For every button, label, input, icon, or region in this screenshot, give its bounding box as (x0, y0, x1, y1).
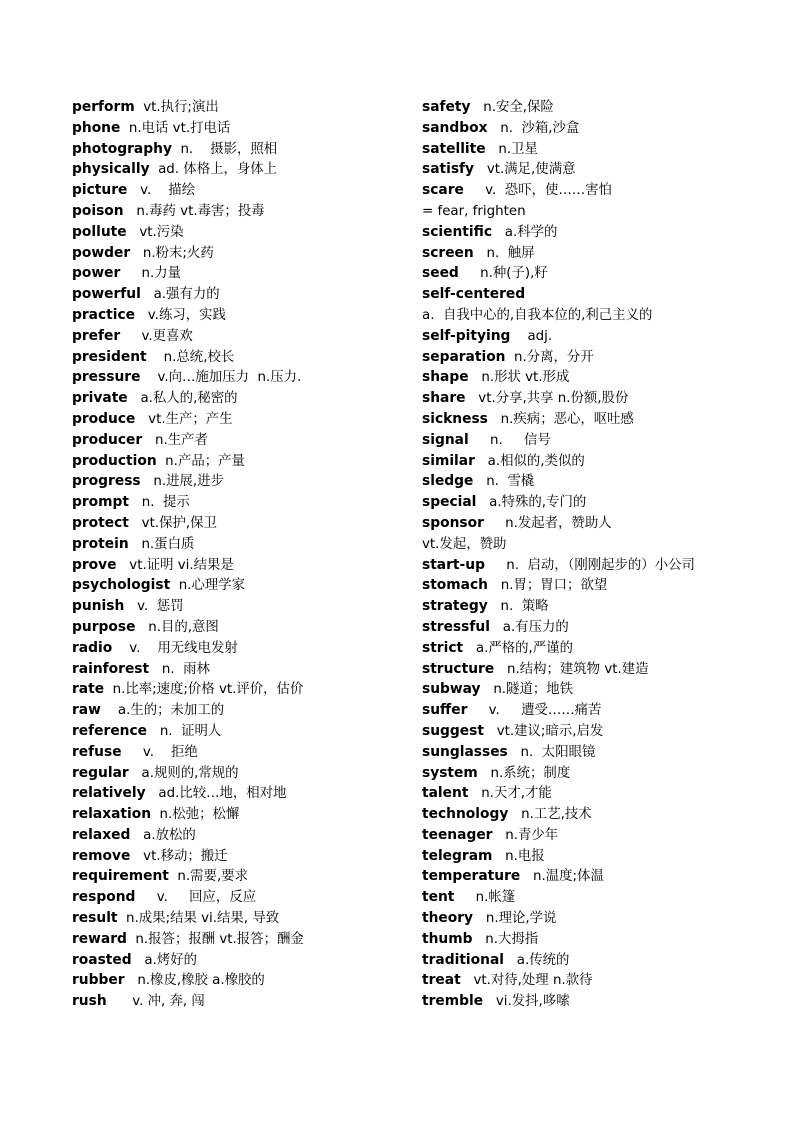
vocab-word: teenager (422, 826, 493, 843)
vocab-definition: n.松弛；松懈 (151, 807, 240, 823)
vocab-word: technology (422, 806, 509, 823)
vocab-word: signal (422, 431, 469, 448)
vocab-word: pollute (72, 223, 127, 240)
vocab-definition: n.力量 (120, 266, 182, 282)
vocab-word: rate (72, 681, 105, 698)
vocab-definition: v. 恐吓，使……害怕 (463, 183, 612, 199)
vocab-word: roasted (72, 951, 132, 968)
vocab-entry (422, 430, 762, 451)
vocab-definition: n.需要,要求 (168, 869, 248, 885)
vocab-entry (72, 721, 417, 742)
vocab-entry (72, 887, 417, 908)
vocab-entry (72, 471, 417, 492)
vocab-word: tent (422, 889, 455, 906)
vocab-definition: n.温度;体温 (520, 869, 604, 885)
vocab-entry (72, 534, 417, 555)
vocab-definition: n. 沙箱,沙盒 (487, 120, 580, 136)
vocab-definition: n.产品；产量 (156, 453, 245, 469)
vocab-entry (72, 991, 417, 1012)
right-column (422, 97, 762, 1012)
vocab-definition: vi.发抖,哆嗦 (483, 994, 570, 1010)
vocab-definition: n.总统,校长 (146, 349, 235, 365)
vocab-entry (72, 222, 417, 243)
vocab-word: relaxation (72, 806, 152, 823)
vocab-definition: vt.分享,共享 n.份额,股份 (465, 391, 629, 407)
vocab-word: system (422, 764, 478, 781)
vocab-word: production (72, 452, 157, 469)
vocab-entry (422, 721, 762, 742)
vocab-entry (422, 284, 762, 305)
vocab-entry (72, 492, 417, 513)
vocab-word: remove (72, 847, 131, 864)
vocab-entry (72, 367, 417, 388)
vocab-entry (72, 804, 417, 825)
vocab-entry (72, 263, 417, 284)
vocab-definition: n.蛋白质 (128, 536, 195, 552)
vocab-definition: a.科学的 (492, 224, 558, 240)
vocab-definition: a.严格的,严谨的 (463, 640, 573, 656)
vocab-word: theory (422, 910, 474, 927)
vocab-entry (72, 908, 417, 929)
vocab-entry (72, 201, 417, 222)
vocab-definition: n.结构；建筑物 vt.建造 (494, 661, 649, 677)
vocab-entry (422, 887, 762, 908)
vocab-entry (422, 596, 762, 617)
vocab-definition: a.生的；未加工的 (100, 703, 225, 719)
vocab-definition: n.卫星 (485, 141, 538, 157)
vocab-definition: a.私人的,秘密的 (127, 391, 238, 407)
vocab-definition: n. 太阳眼镜 (507, 744, 596, 760)
vocab-definition: n.隧道；地铁 (480, 682, 574, 698)
vocab-definition: n.理论,学说 (473, 911, 557, 927)
vocab-entry (72, 430, 417, 451)
vocab-definition: n.比率;速度;价格 vt.评价，估价 (104, 682, 304, 698)
vocab-definition: a.特殊的,专门的 (476, 495, 587, 511)
vocab-definition: n.发起者，赞助人 (483, 515, 612, 531)
vocab-word: purpose (72, 618, 136, 635)
vocab-word: relaxed (72, 826, 131, 843)
vocab-word: safety (422, 99, 471, 115)
vocab-word: president (72, 348, 147, 365)
vocab-word: stomach (422, 577, 488, 594)
vocab-entry (422, 534, 762, 555)
vocab-word: shape (422, 369, 469, 386)
vocab-entry (422, 617, 762, 638)
vocab-entry (422, 763, 762, 784)
vocab-word: thumb (422, 930, 473, 947)
vocab-entry (422, 180, 762, 201)
vocab-word: talent (422, 785, 469, 802)
vocab-word: respond (72, 889, 136, 906)
vocab-word: prompt (72, 494, 130, 511)
vocab-word: result (72, 910, 118, 927)
vocab-definition: vt.生产；产生 (135, 411, 233, 427)
vocab-word: strategy (422, 598, 488, 615)
vocab-word: relatively (72, 785, 146, 802)
vocab-entry (72, 742, 417, 763)
vocab-entry (72, 970, 417, 991)
vocab-word: sledge (422, 473, 474, 490)
vocab-word: produce (72, 410, 136, 427)
vocab-definition: n. 信号 (468, 432, 551, 448)
vocab-entry (72, 97, 417, 118)
vocab-entry (422, 846, 762, 867)
vocab-entry (422, 804, 762, 825)
vocab-definition: n.帐篷 (454, 890, 516, 906)
vocab-word: tremble (422, 993, 484, 1010)
vocab-word: reward (72, 930, 127, 947)
vocab-word: powerful (72, 286, 141, 303)
vocab-word: progress (72, 473, 141, 490)
vocab-definition: v. 回应，反应 (135, 890, 257, 906)
vocab-entry (422, 451, 762, 472)
vocab-entry (422, 367, 762, 388)
vocab-definition: n.系统；制度 (477, 765, 571, 781)
vocab-definition: v. 遭受……痛苦 (467, 703, 602, 719)
vocab-definition: n.电报 (492, 848, 545, 864)
vocab-entry (72, 575, 417, 596)
vocab-definition: n.进展,进步 (140, 474, 224, 490)
vocab-definition: n.报答；报酬 vt.报答；酬金 (126, 931, 304, 947)
vocab-entry (72, 638, 417, 659)
vocab-definition: n.种(子),籽 (458, 266, 548, 282)
vocab-entry (422, 97, 762, 118)
vocab-word: physically (72, 161, 150, 178)
vocab-entry (422, 991, 762, 1012)
vocab-word: seed (422, 265, 459, 282)
vocab-entry (72, 846, 417, 867)
vocab-entry (422, 347, 762, 368)
vocab-entry (72, 180, 417, 201)
vocab-entry (72, 284, 417, 305)
vocab-word: share (422, 390, 466, 407)
vocab-definition: n.电话 vt.打电话 (120, 120, 231, 136)
vocab-entry (72, 451, 417, 472)
vocab-entry (422, 492, 762, 513)
vocab-word: powder (72, 244, 131, 261)
vocab-definition: n. 启动，（刚刚起步的）小公司 (484, 557, 695, 573)
vocab-word: subway (422, 681, 481, 698)
vocab-entry (422, 700, 762, 721)
vocab-entry (422, 575, 762, 596)
vocab-word: satellite (422, 140, 486, 157)
vocab-entry (422, 970, 762, 991)
vocab-entry (422, 222, 762, 243)
vocab-entry (422, 929, 762, 950)
vocab-entry (422, 471, 762, 492)
vocab-word: prove (72, 556, 117, 573)
vocab-entry (422, 305, 762, 326)
vocab-word: prefer (72, 327, 121, 344)
vocab-entry (72, 763, 417, 784)
vocab-definition: a.规则的,常规的 (128, 765, 239, 781)
vocab-entry (422, 555, 762, 576)
vocab-definition: vt.移动；搬迁 (130, 848, 228, 864)
vocab-entry (72, 700, 417, 721)
vocab-word: photography (72, 140, 172, 157)
vocab-word: rainforest (72, 660, 150, 677)
vocab-word: scientific (422, 223, 493, 240)
vocab-definition: ad. 体格上，身体上 (149, 162, 278, 178)
vocab-definition: a.强有力的 (140, 287, 220, 303)
vocab-word: rush (72, 993, 107, 1010)
vocab-word: producer (72, 431, 143, 448)
vocab-definition: v. 拒绝 (121, 744, 198, 760)
vocab-definition: v.练习，实践 (135, 307, 226, 323)
vocab-word: regular (72, 764, 129, 781)
vocab-word: sponsor (422, 514, 484, 531)
vocab-entry (72, 866, 417, 887)
vocab-word: structure (422, 660, 495, 677)
vocab-entry (72, 326, 417, 347)
vocab-entry (422, 243, 762, 264)
vocab-word: self-pitying (422, 327, 511, 344)
vocab-entry (422, 263, 762, 284)
vocab-entry (422, 950, 762, 971)
vocab-entry (72, 118, 417, 139)
vocab-entry (72, 243, 417, 264)
vocab-entry (422, 742, 762, 763)
vocab-definition: ad.比较…地，相对地 (145, 786, 287, 802)
vocab-definition: a. 自我中心的,自我本位的,利己主义的 (422, 307, 653, 323)
vocab-definition: a.烤好的 (131, 952, 198, 968)
vocab-entry (72, 596, 417, 617)
vocab-word: separation (422, 348, 506, 365)
vocab-entry (72, 139, 417, 160)
vocab-definition: v.更喜欢 (120, 328, 193, 344)
vocab-definition: n.毒药 vt.毒害；投毒 (123, 203, 265, 219)
vocab-word: protect (72, 514, 129, 531)
vocab-entry (422, 513, 762, 534)
vocab-definition: a.放松的 (130, 827, 196, 843)
vocab-word: screen (422, 244, 474, 261)
vocab-definition: = fear, frighten (422, 203, 526, 219)
vocab-definition: vt.发起，赞助 (422, 536, 507, 552)
vocab-entry (422, 201, 762, 222)
vocab-definition: adj. (510, 328, 553, 344)
vocab-definition: n.目的,意图 (135, 619, 219, 635)
vocab-entry (422, 638, 762, 659)
vocab-definition: n.分离，分开 (505, 349, 594, 365)
vocab-word: stressful (422, 618, 490, 635)
vocab-word: strict (422, 639, 464, 656)
vocab-definition: n.大拇指 (472, 931, 539, 947)
vocab-entry (422, 866, 762, 887)
vocab-word: temperature (422, 868, 521, 885)
vocab-entry (72, 555, 417, 576)
vocab-word: sunglasses (422, 743, 508, 760)
vocab-definition: n.安全,保险 (470, 100, 554, 115)
vocab-word: traditional (422, 951, 504, 968)
vocab-definition: n. 策略 (487, 599, 549, 615)
vocab-definition: n.胃；胃口；欲望 (487, 578, 608, 594)
vocab-word: sandbox (422, 119, 488, 136)
vocab-word: perform (72, 99, 135, 115)
vocab-entry (422, 908, 762, 929)
vocab-definition: n. 摄影，照相 (171, 141, 278, 157)
vocab-definition: a.有压力的 (489, 619, 569, 635)
vocab-entry (72, 305, 417, 326)
vocab-word: self-centered (422, 286, 526, 303)
vocab-word: telegram (422, 847, 493, 864)
vocab-entry (422, 679, 762, 700)
vocab-word: similar (422, 452, 475, 469)
vocab-definition: vt.建议;暗示,启发 (483, 723, 604, 739)
vocab-entry (72, 929, 417, 950)
vocab-definition: n. 提示 (129, 495, 190, 511)
vocab-entry (72, 659, 417, 680)
vocab-definition: n. 触屏 (473, 245, 535, 261)
vocab-definition: vt.对待,处理 n.款待 (460, 973, 593, 989)
vocab-word: picture (72, 182, 128, 199)
vocab-entry (72, 409, 417, 430)
vocab-definition: n. 证明人 (147, 723, 222, 739)
vocab-definition: n. 雨林 (149, 661, 210, 677)
vocab-word: treat (422, 972, 461, 989)
vocab-word: scare (422, 182, 464, 199)
vocab-definition: n.粉末;火药 (130, 245, 214, 261)
vocab-word: poison (72, 202, 124, 219)
vocab-definition: n.青少年 (492, 827, 559, 843)
vocab-word: private (72, 390, 128, 407)
vocab-definition: n.成果;结果 vi.结果, 导致 (117, 911, 280, 927)
vocab-entry (72, 950, 417, 971)
vocab-definition: n. 雪橇 (473, 474, 535, 490)
vocab-definition: vt.满足,使满意 (474, 162, 576, 178)
vocab-entry (72, 347, 417, 368)
vocab-word: power (72, 265, 121, 282)
vocab-entry (72, 783, 417, 804)
vocab-definition: v. 冲, 奔, 闯 (106, 994, 205, 1010)
vocab-entry (422, 118, 762, 139)
vocab-entry (422, 659, 762, 680)
vocab-word: requirement (72, 868, 169, 885)
vocab-entry (422, 409, 762, 430)
vocab-definition: vt.执行;演出 (134, 100, 219, 115)
vocab-entry (72, 513, 417, 534)
vocab-word: psychologist (72, 577, 171, 594)
vocab-definition: n.疾病；恶心，呕吐感 (487, 411, 634, 427)
vocab-entry (422, 825, 762, 846)
vocab-entry (422, 783, 762, 804)
vocab-word: radio (72, 639, 113, 656)
vocab-entry (72, 679, 417, 700)
vocab-definition: v.向…施加压力 n.压力. (140, 370, 302, 386)
vocab-definition: vt.证明 vi.结果是 (116, 557, 234, 573)
vocab-word: practice (72, 306, 136, 323)
vocab-word: start-up (422, 556, 485, 573)
vocab-definition: n.心理学家 (170, 578, 246, 594)
vocab-entry (422, 159, 762, 180)
vocab-definition: n.天才,才能 (468, 786, 552, 802)
vocab-word: special (422, 494, 477, 511)
vocab-word: protein (72, 535, 129, 552)
vocab-definition: n.生产者 (142, 432, 208, 448)
left-column (72, 97, 417, 1012)
vocab-entry (72, 617, 417, 638)
vocab-word: sickness (422, 410, 488, 427)
vocab-entry (422, 139, 762, 160)
vocab-entry (72, 159, 417, 180)
vocab-entry (72, 825, 417, 846)
vocab-definition: v. 描绘 (127, 183, 196, 199)
vocab-definition: v. 惩罚 (124, 599, 184, 615)
vocab-definition: n.工艺,技术 (508, 807, 592, 823)
vocab-word: punish (72, 598, 125, 615)
vocab-definition: n.形状 vt.形成 (468, 370, 570, 386)
vocab-entry (72, 388, 417, 409)
vocab-word: suggest (422, 722, 484, 739)
vocab-definition: v. 用无线电发射 (112, 640, 238, 656)
vocab-definition: n.橡皮,橡胶 a.橡胶的 (124, 973, 265, 989)
vocab-word: refuse (72, 743, 122, 760)
vocab-word: phone (72, 119, 121, 136)
vocab-word: reference (72, 722, 148, 739)
vocab-definition: a.相似的,类似的 (474, 453, 585, 469)
vocab-definition: vt.污染 (126, 224, 184, 240)
vocab-entry (422, 326, 762, 347)
vocab-word: raw (72, 702, 101, 719)
vocab-word: pressure (72, 369, 141, 386)
vocab-entry (422, 388, 762, 409)
vocab-definition: vt.保护,保卫 (128, 515, 217, 531)
vocab-word: satisfy (422, 161, 475, 178)
vocab-definition: a.传统的 (503, 952, 570, 968)
vocab-word: rubber (72, 972, 125, 989)
vocab-word: suffer (422, 702, 468, 719)
